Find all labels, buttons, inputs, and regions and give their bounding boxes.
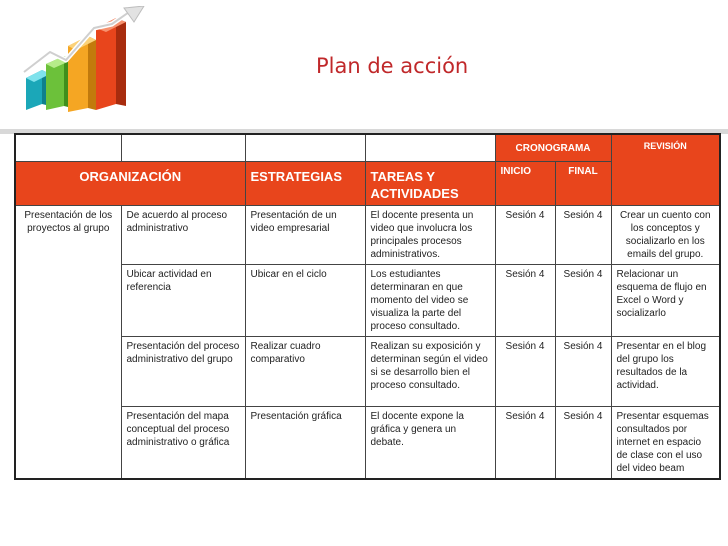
estrategia-cell: Ubicar en el ciclo [245, 264, 365, 336]
header-cronograma: CRONOGRAMA [495, 134, 611, 161]
action-plan-table [14, 133, 721, 480]
organizacion-detail-cell: Presentación del proceso administrativo del grupo [121, 336, 245, 406]
inicio-cell: Sesión 4 [495, 406, 555, 479]
header-empty-cell [245, 134, 365, 161]
organizacion-detail-cell: De acuerdo al proceso administrativo [121, 205, 245, 264]
table-row [15, 205, 720, 264]
final-cell: Sesión 4 [555, 264, 611, 336]
revision-cell: Crear un cuento con los conceptos y socializarlo en los emails del grupo. [611, 205, 720, 264]
estrategia-cell: Presentación de un video empresarial [245, 205, 365, 264]
final-cell: Sesión 4 [555, 336, 611, 406]
bar-chart-logo-icon [20, 6, 160, 118]
final-cell: Sesión 4 [555, 205, 611, 264]
header-organizacion: ORGANIZACIÓN [15, 161, 245, 205]
organizacion-cell: Presentación de los proyectos al grupo [15, 205, 121, 479]
table-row [15, 336, 720, 406]
header-empty-cell [15, 134, 121, 161]
tarea-cell: Realizan su exposición y determinan según el video si se desarrollo bien el proceso consultado. [365, 336, 495, 406]
organizacion-detail-cell: Presentación del mapa conceptual del proceso administrativo o gráfica [121, 406, 245, 479]
revision-cell: Relacionar un esquema de flujo en Excel o Word y socializarlo [611, 264, 720, 336]
header-empty-cell [365, 134, 495, 161]
header-inicio: INICIO [495, 161, 555, 205]
tarea-cell: El docente presenta un video que involucra los principales procesos administrativos. [365, 205, 495, 264]
final-cell: Sesión 4 [555, 406, 611, 479]
header-revision: REVISIÓN [611, 134, 720, 205]
header-tareas: TAREAS Y ACTIVIDADES [365, 161, 495, 205]
organizacion-detail-cell: Ubicar actividad en referencia [121, 264, 245, 336]
tarea-cell: El docente expone la gráfica y genera un debate. [365, 406, 495, 479]
tarea-cell: Los estudiantes determinaran en que momento del video se visualiza la parte del proceso consultado. [365, 264, 495, 336]
revision-cell: Presentar en el blog del grupo los resultados de la actividad. [611, 336, 720, 406]
estrategia-cell: Realizar cuadro comparativo [245, 336, 365, 406]
inicio-cell: Sesión 4 [495, 336, 555, 406]
inicio-cell: Sesión 4 [495, 264, 555, 336]
estrategia-cell: Presentación gráfica [245, 406, 365, 479]
header-empty-cell [121, 134, 245, 161]
revision-cell: Presentar esquemas consultados por internet en espacio de clase con el uso del video beam [611, 406, 720, 479]
header-final: FINAL [555, 161, 611, 205]
inicio-cell: Sesión 4 [495, 205, 555, 264]
table-row [15, 406, 720, 479]
slide-title: Plan de acción [316, 54, 469, 78]
table-row [15, 264, 720, 336]
header-estrategias: ESTRATEGIAS [245, 161, 365, 205]
